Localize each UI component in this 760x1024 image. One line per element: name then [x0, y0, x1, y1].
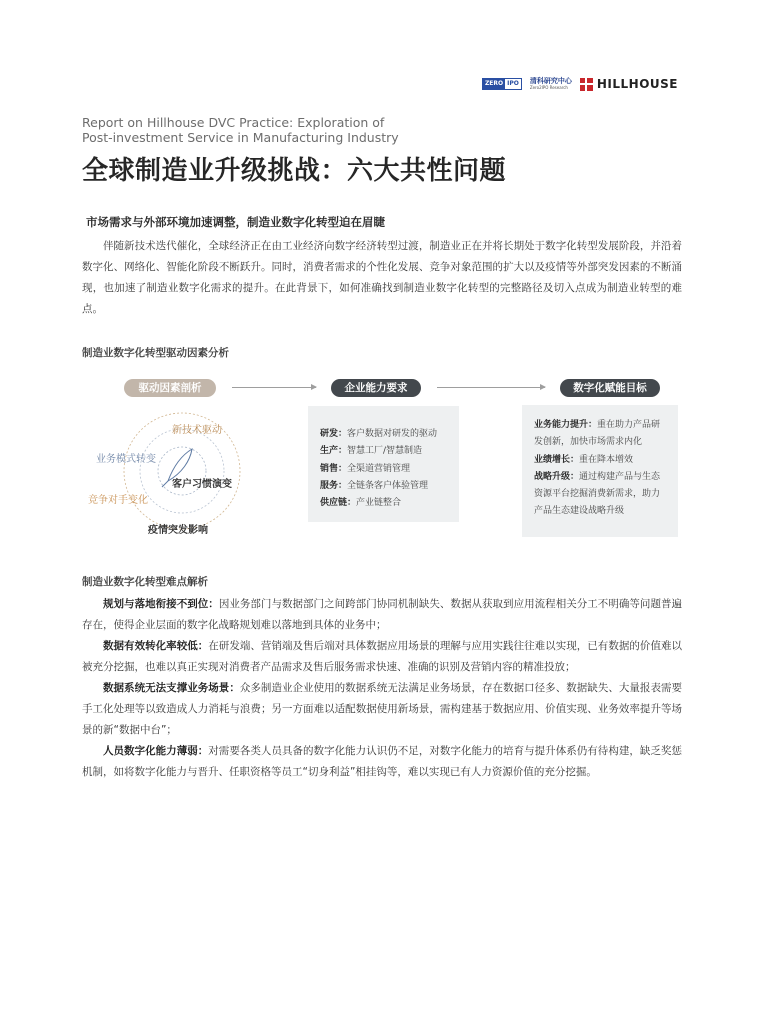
hillhouse-wordmark: HILLHOUSE [596, 77, 678, 91]
diagram-heading: 制造业数字化转型驱动因素分析 [82, 347, 229, 359]
capability-item: 服务：全链条客户体验管理 [320, 480, 429, 491]
capability-item: 供应链：产业链整合 [320, 498, 402, 509]
english-title-line-1: Report on Hillhouse DVC Practice: Exploration of [82, 115, 385, 130]
capabilities-box [308, 406, 459, 522]
arrow-right-icon [232, 387, 316, 388]
driver-competitors: 竞争对手变化 [88, 495, 148, 506]
zero2ipo-en: Zero2IPO Research [529, 85, 568, 90]
difficulty-item: 规划与落地衔接不到位：因业务部门与数据部门之间跨部门协同机制缺失、数据从获取到应用流程相关分工不明确等问题普遍存在，使得企业层面的数字化战略规划难以落地到具体的业务中； [82, 598, 683, 631]
zero2ipo-research-name [530, 78, 572, 90]
zero-badge-left: ZERO [484, 80, 504, 87]
english-title-line-2: Post-investment Service in Manufacturing Industry [82, 130, 399, 145]
difficulty-item: 数据系统无法支撑业务场景：众多制造业企业使用的数据系统无法满足业务场景，存在数据口径多、数据缺失、大量报表需要手工化处理等以致造成人力消耗与浪费；另一方面难以适配数据使用新场景，需构建基于数据应用、价值实现、业务效率提升等场景的新“数据中台”； [82, 682, 683, 736]
step-pill-drivers: 驱动因素剖析 [124, 379, 216, 397]
difficulties-list [82, 594, 682, 783]
section-tag: 市场需求与外部环境加速调整，制造业数字化转型迫在眉睫 [82, 213, 389, 231]
goal-item: 业绩增长：重在降本增效 [534, 454, 634, 465]
goal-item: 战略升级：通过构建产品与生态资源平台挖掘消费新需求，助力产品生态建设战略升级 [534, 471, 661, 517]
step-pill-goals: 数字化赋能目标 [560, 379, 660, 397]
difficulties-heading: 制造业数字化转型难点解析 [82, 576, 208, 588]
zero-badge-right: IPO [507, 80, 519, 87]
english-title [82, 115, 502, 145]
capability-item: 研发：客户数据对研发的驱动 [320, 429, 438, 439]
page-title: 全球制造业升级挑战：六大共性问题 [82, 156, 507, 186]
hillhouse-mark-icon [580, 78, 593, 91]
capability-item: 生产：智慧工厂/智慧制造 [320, 446, 423, 457]
intro-paragraph: 伴随新技术迭代催化，全球经济正在由工业经济向数字经济转型过渡，制造业正在并将长期处于数字化转型发展阶段，并沿着数字化、网络化、智能化阶段不断跃升。同时，消费者需求的个性化发展、竞争对象范围的扩大以及疫情等外部突发因素的不断涌现，也加速了制造业数字化需求的提升。在此背景下，如何准确找到制造业数字化转型的完整路径及切入点成为制造业转型的难点。 [82, 240, 682, 315]
driver-epidemic: 疫情突发影响 [148, 525, 208, 536]
zero2ipo-cn: 清科研究中心 [529, 77, 572, 85]
driver-new-tech: 新技术驱动 [172, 425, 222, 436]
drivers-circle-graphic [82, 405, 292, 545]
capability-item: 销售：全渠道营销管理 [320, 463, 411, 474]
driver-customer-habits: 客户习惯演变 [172, 479, 232, 490]
goals-box [522, 405, 678, 537]
driver-business-model: 业务模式转变 [96, 454, 156, 465]
goal-item: 业务能力提升：重在助力产品研发创新，加快市场需求内化 [534, 420, 661, 448]
difficulty-item: 数据有效转化率较低：在研发端、营销端及售后端对具体数据应用场景的理解与应用实践往往难以实现，已有数据的价值难以被充分挖掘，也难以真正实现对消费者产品需求及售后服务需求快速、准确的识别及营销内容的精准投放； [82, 640, 683, 673]
difficulty-item: 人员数字化能力薄弱：对需要各类人员具备的数字化能力认识仍不足，对数字化能力的培育与提升体系仍有待构建，缺乏奖惩机制，如将数字化能力与晋升、任职资格等员工“切身利益”相挂钩等，难以实现已有人力资源价值的充分挖掘。 [82, 745, 683, 778]
header-logos [482, 77, 678, 91]
hillhouse-logo [580, 77, 678, 91]
arrow-right-icon [437, 387, 545, 388]
step-pill-capabilities: 企业能力要求 [331, 379, 421, 397]
zero2ipo-logo [482, 78, 522, 90]
